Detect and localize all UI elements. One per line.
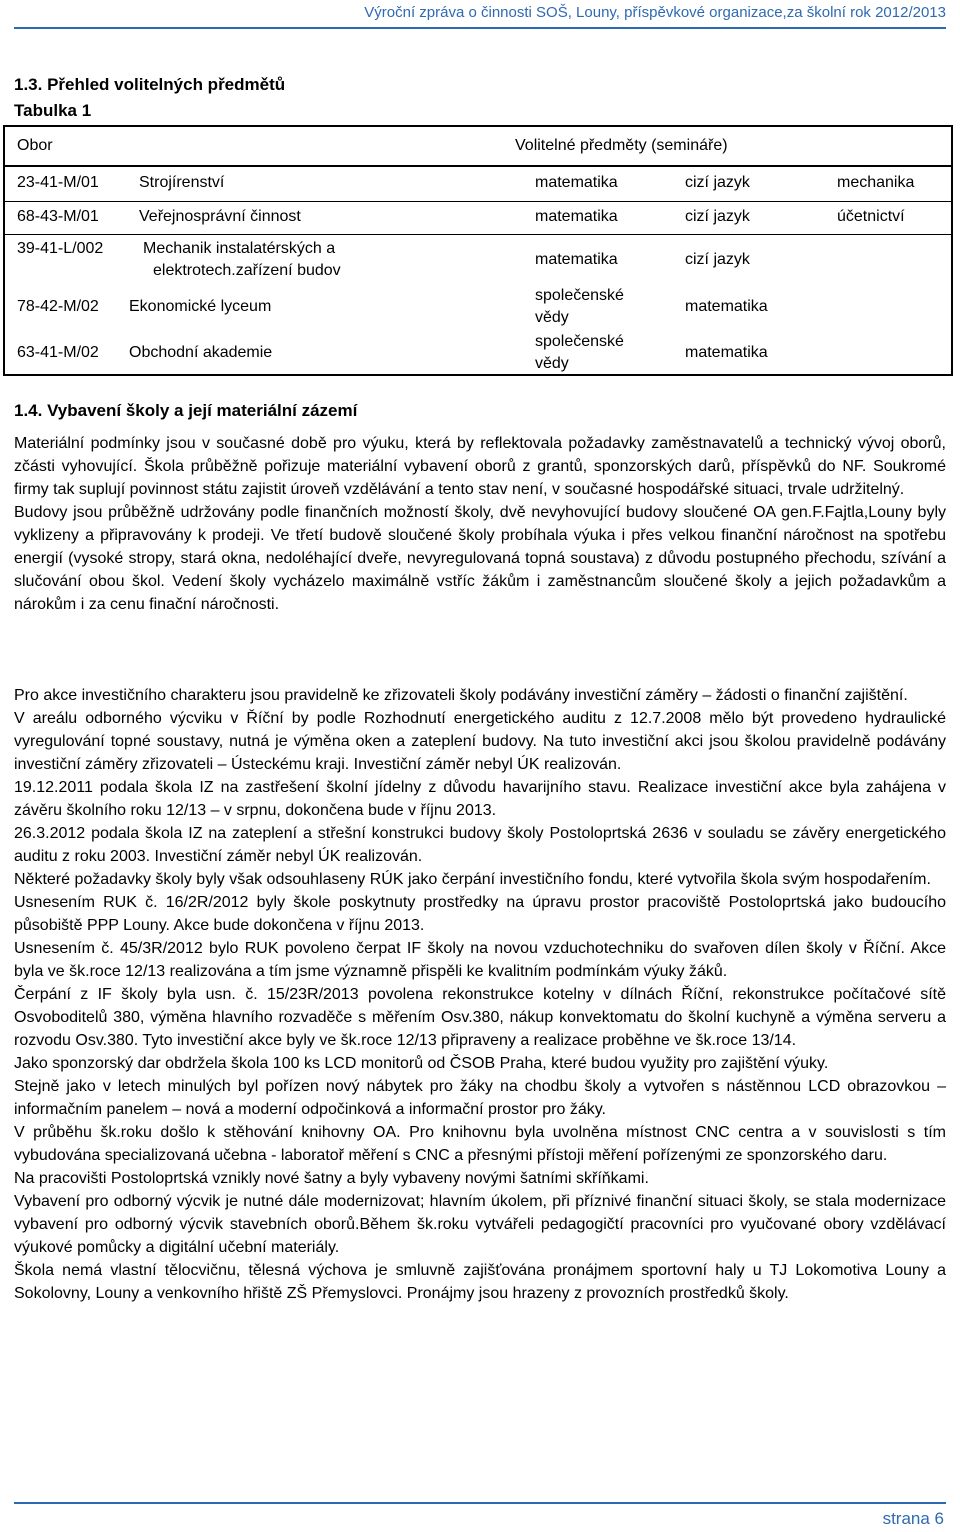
document-header: Výroční zpráva o činnosti SOŠ, Louny, příspěvkové organizace,za školní rok 2012/2013 <box>364 4 946 21</box>
row-name: Strojírenství <box>139 174 225 191</box>
paragraph: V průběhu šk.roku došlo k stěhování knihovny OA. Pro knihovnu byla uvolněna místnost CNC centra a v souvislosti s tím vybudována specializovaná učebna - laboratoř měření s CNC a přesnými přístoji měření pořízenými ze sponzorského daru. <box>14 1124 946 1164</box>
table-divider <box>5 234 951 235</box>
paragraph: 19.12.2011 podala škola IZ na zastřešení školní jídelny z důvodu havarijního stavu. Realizace investiční akce byla zahájena v závěru školního roku 12/13 – v srpnu, dokončena bude v říjnu 2013. <box>14 779 946 819</box>
paragraph: Škola nemá vlastní tělocvičnu, tělesná výchova je smluvně zajišťována pronájmem sportovní haly u TJ Lokomotiva Louny a Sokolovny, Louny a venkovního hřiště ZŠ Přemyslovci. Pronájmy jsou hrazeny z provozních prostředků školy. <box>14 1262 946 1302</box>
section-title-1-4: 1.4. Vybavení školy a její materiální zázemí <box>14 401 358 420</box>
paragraph: Pro akce investičního charakteru jsou pravidelně ke zřizovateli školy podávány investiční záměry – žádosti o finanční zajištění. <box>14 687 908 704</box>
paragraph: Stejně jako v letech minulých byl pořízen nový nábytek pro žáky na chodbu školy a vytvořen s nástěnnou LCD obrazovkou – informačním panelem – nová a moderní odpočinková a informační prostor pro žáky. <box>14 1078 946 1118</box>
paragraph: Vybavení pro odborný výcvik je nutné dále modernizovat; hlavním úkolem, při příznivé finanční situaci školy, se stala modernizace vybavení pro odborný výcvik stavebních oborů.Během šk.roku vytvářeli pedagogičtí pracovníci pro vyučované obory vzdělávací výukové pomůcky a digitální učební materiály. <box>14 1193 946 1256</box>
section-title-1-3: 1.3. Přehled volitelných předmětů <box>14 75 286 94</box>
row-subject-2: matematika <box>685 344 768 361</box>
row-subject-1: společenské <box>535 287 624 304</box>
row-name: Ekonomické lyceum <box>129 298 272 315</box>
row-subject-2: cizí jazyk <box>685 174 750 191</box>
header-divider <box>14 27 946 29</box>
header-obor: Obor <box>17 137 53 154</box>
table-divider <box>5 201 951 202</box>
paragraph: Jako sponzorský dar obdržela škola 100 ks LCD monitorů od ČSOB Praha, které budou využity pro zajištění výuky. <box>14 1055 829 1072</box>
paragraph: V areálu odborného výcviku v Říční by podle Rozhodnutí energetického auditu z 12.7.2008 mělo být provedeno hydraulické vyregulování topné soustavy, nutná je výměna oken a zateplení budovy. Na tuto investiční akci jsou školou pravidelně podávány investiční záměry zřizovateli – Ústeckému kraji. Investiční záměr nebyl ÚK realizován. <box>14 710 946 773</box>
row-subject-1: matematika <box>535 251 618 268</box>
table-row <box>5 203 951 233</box>
body-block-2 <box>14 684 946 1305</box>
header-subjects: Volitelné předměty (semináře) <box>515 137 728 154</box>
table-divider <box>5 165 951 167</box>
row-code: 39-41-L/002 <box>17 240 104 257</box>
row-name: Obchodní akademie <box>129 344 273 361</box>
body-block-1 <box>14 432 946 616</box>
row-subject-2: matematika <box>685 298 768 315</box>
row-code: 68-43-M/01 <box>17 208 99 225</box>
row-name: Veřejnosprávní činnost <box>139 208 301 225</box>
paragraph: Usnesením č. 45/3R/2012 bylo RUK povoleno čerpat IF školy na novou vzduchotechniku do svařoven dílen školy v Říční. Akce byla ve šk.roce 12/13 realizována a tím jsme významně přispěli ke kvalitním podmínkám výuky žáků. <box>14 940 946 980</box>
table-caption: Tabulka 1 <box>14 101 92 120</box>
row-code: 63-41-M/02 <box>17 344 99 361</box>
paragraph: Čerpání z IF školy byla usn. č. 15/23R/2013 povolena rekonstrukce kotelny v dílnách Říční, rekonstrukce počítačové sítě Osvoboditelů 380, výměna hlavního rozvaděče s měřením Osv.380, nákup konvektomatu do školní kuchyně a výměna serveru a rozvodu Osv.380. Tyto investiční akce byly ve šk.roce 12/13 připraveny a realizace proběhne ve šk.roce 13/14. <box>14 986 946 1049</box>
row-subject-2: cizí jazyk <box>685 208 750 225</box>
row-subject-1: matematika <box>535 174 618 191</box>
row-name-cont: elektrotech.zařízení budov <box>153 262 341 279</box>
row-subject-1: společenské <box>535 333 624 350</box>
paragraph: Materiální podmínky jsou v současné době pro výuku, která by reflektovala požadavky zaměstnavatelů a technický vývoj oborů, zčásti vyhovující. Škola průběžně pořizuje materiální vybavení oborů z grantů, sponzorských darů, příspěvků do NF. Soukromé firmy tak suplují povinnost státu zajistit úroveň vzdělávání a tento stav není, v současné hospodářské situaci, trvale udržitelný. <box>14 435 946 498</box>
paragraph: Některé požadavky školy byly však odsouhlaseny RÚK jako čerpání investičního fondu, které vytvořila škola svým hospodařením. <box>14 871 931 888</box>
row-code: 78-42-M/02 <box>17 298 99 315</box>
table-row <box>5 331 951 377</box>
row-subject-1-cont: vědy <box>535 309 569 326</box>
row-code: 23-41-M/01 <box>17 174 99 191</box>
page-number: strana 6 <box>882 1509 944 1528</box>
footer-divider <box>14 1502 946 1504</box>
row-name: Mechanik instalatérských a <box>143 240 336 257</box>
row-subject-1: matematika <box>535 208 618 225</box>
subjects-table <box>3 125 953 376</box>
row-subject-1-cont: vědy <box>535 355 569 372</box>
paragraph: 26.3.2012 podala škola IZ na zateplení a střešní konstrukci budovy školy Postoloprtská 2636 v souladu se závěry energetického auditu z roku 2003. Investiční záměr nebyl ÚK realizován. <box>14 825 946 865</box>
table-header-row <box>5 127 951 165</box>
row-subject-3: účetnictví <box>837 208 905 225</box>
paragraph: Budovy jsou průběžně udržovány podle finančních možností školy, dvě nevyhovující budovy sloučené OA gen.F.Fajtla,Louny byly vyklizeny a připravovány k prodeji. Ve třetí budově sloučené školy probíhala výuka i přes velkou finanční náročnost na spotřebu energií (vysoké stropy, stará okna, nedoléhající dveře, nevyregulovaná topná soustava) z důvodu postupného přechodu, szívání a slučování obou škol. Vedení školy vycházelo maximálně vstříc žákům i zaměstnancům sloučené školy a jejich požadavkům a nárokům i za cenu finační náročnosti. <box>14 504 946 613</box>
paragraph: Usnesením RUK č. 16/2R/2012 byly škole poskytnuty prostředky na úpravu prostor pracoviště Postoloprtská jako budoucího působiště PPP Louny. Akce bude dokončena v říjnu 2013. <box>14 894 946 934</box>
row-subject-3: mechanika <box>837 174 915 191</box>
table-row <box>5 169 951 199</box>
table-row <box>5 285 951 331</box>
row-subject-2: cizí jazyk <box>685 251 750 268</box>
table-row <box>5 237 951 283</box>
paragraph: Na pracovišti Postoloprtská vznikly nové šatny a byly vybaveny novými šatními skříňkami. <box>14 1170 649 1187</box>
